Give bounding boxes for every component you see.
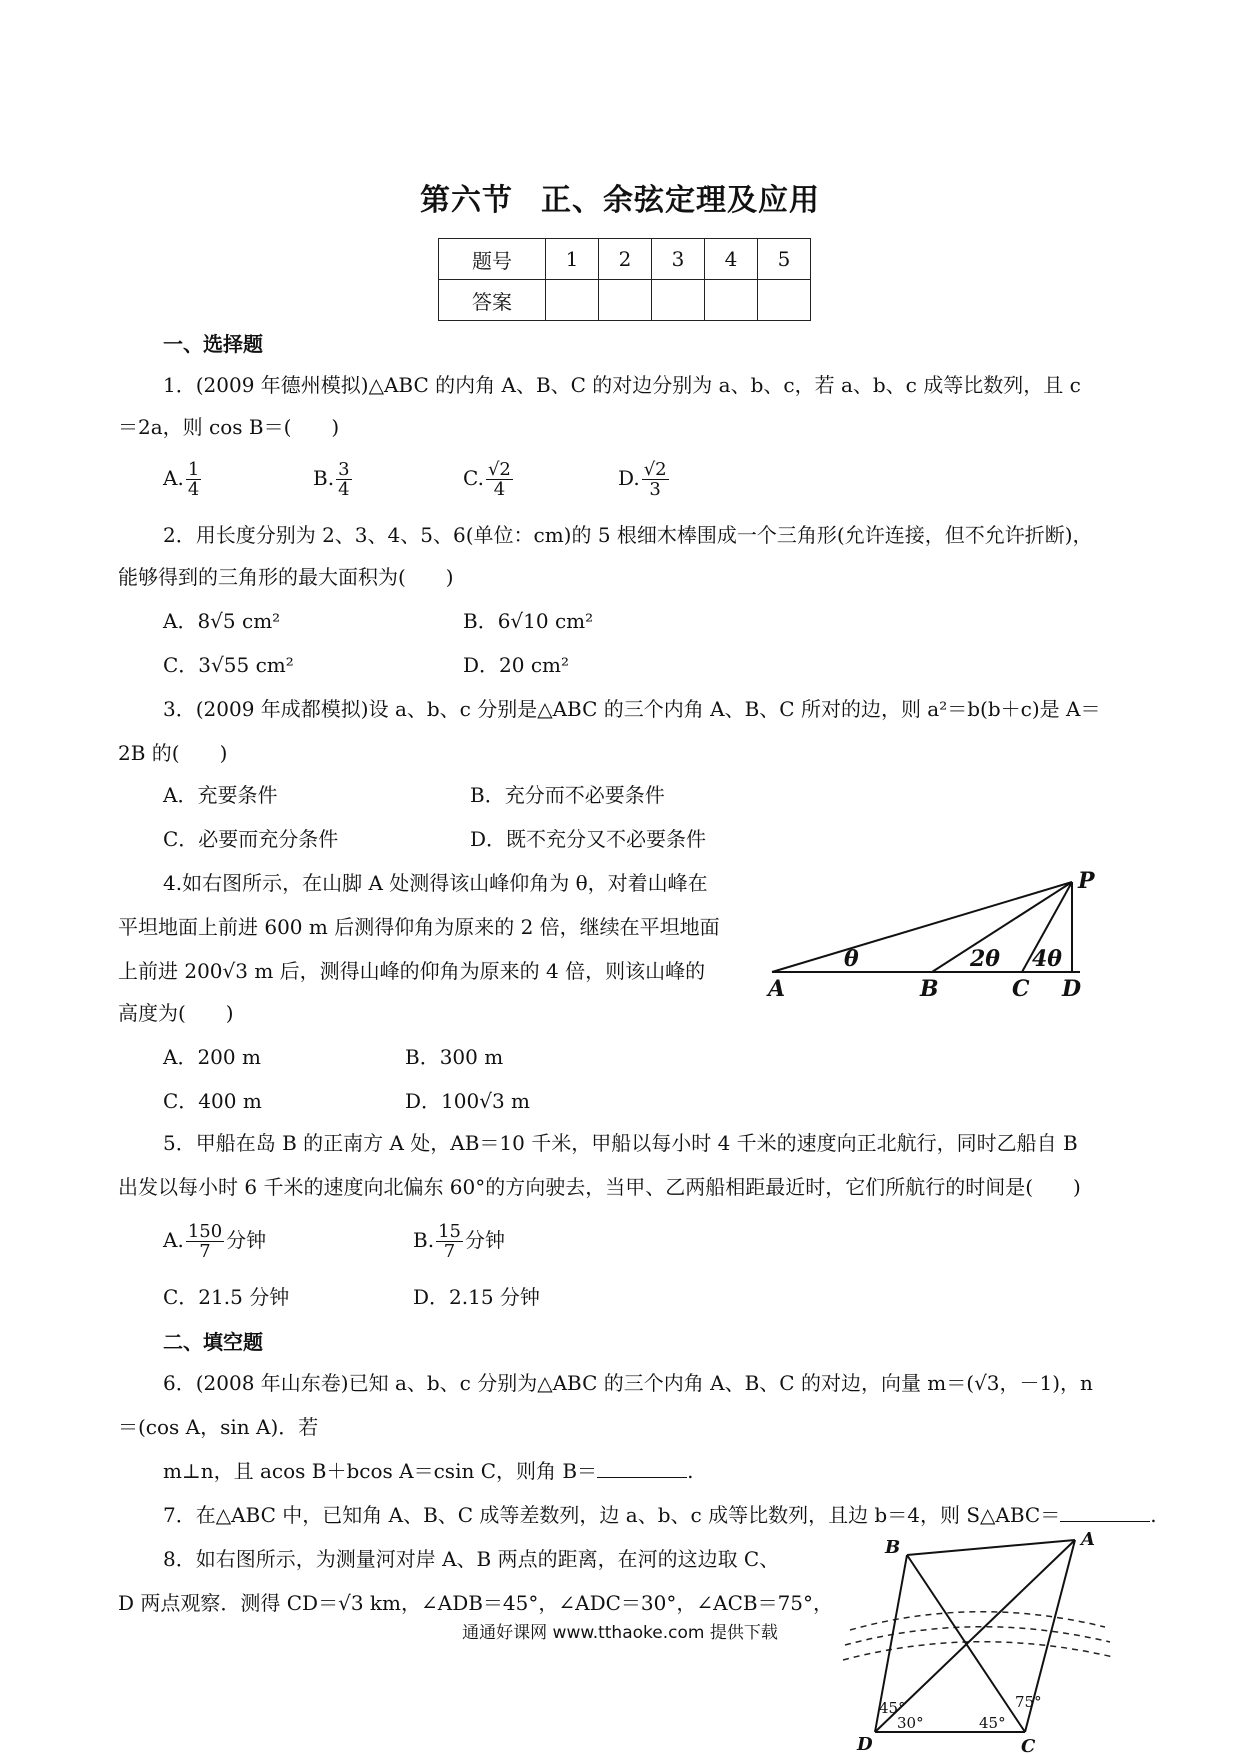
denominator: 7: [199, 1241, 211, 1262]
denominator: 7: [443, 1241, 456, 1262]
point-label-c: C: [1021, 1736, 1036, 1754]
numerator: 15: [438, 1221, 461, 1242]
q6-text: m⊥n，且 acos B＋bcos A＝csin C，则角 B＝: [163, 1459, 598, 1483]
answer-cell: [599, 280, 652, 321]
q5-option-a: [163, 1222, 266, 1261]
answer-cell: [546, 280, 599, 321]
page-title: [0, 175, 1240, 219]
mountain-figure: [760, 860, 1100, 1010]
point-label-d: D: [857, 1734, 873, 1754]
q2-text-line1: 2．用长度分别为 2、3、4、5、6(单位：cm)的 5 根细木棒围成一个三角形(允许连接，但不允许折断)，: [163, 523, 1093, 547]
fraction: [642, 460, 669, 499]
table-cell: 5: [758, 239, 811, 280]
denominator: 3: [649, 479, 661, 500]
footer-watermark: 通通好课网 www.tthaoke.com 提供下载: [462, 1623, 778, 1643]
point-label-b: B: [885, 1537, 901, 1558]
option-label: D.: [618, 466, 640, 490]
point-label-d: D: [1062, 976, 1082, 1002]
q3-text-line2: 2B 的( ): [118, 741, 228, 765]
q5-option-b: [413, 1222, 505, 1261]
answer-blank[interactable]: [597, 1459, 687, 1478]
q3-text-line1: 3．(2009 年成都模拟)设 a、b、c 分别是△ABC 的三个内角 A、B、C 所对的边，则 a²＝b(b＋c)是 A＝: [163, 697, 1101, 721]
q1-option-d: [618, 460, 671, 499]
option-label: A.: [163, 1228, 184, 1252]
answer-cell: [652, 280, 705, 321]
denominator: 4: [338, 479, 350, 500]
q4-option-a: A．200 m: [163, 1045, 261, 1069]
q1-option-c: [463, 460, 515, 499]
q3-option-d: D．既不充分又不必要条件: [470, 827, 707, 851]
unit: 分钟: [226, 1228, 267, 1252]
option-label: C.: [463, 466, 484, 490]
unit: 分钟: [464, 1228, 505, 1252]
option-label: A.: [163, 466, 184, 490]
section-heading-fill: 二、填空题: [163, 1330, 263, 1354]
q5-option-d: D．2.15 分钟: [413, 1285, 540, 1309]
q1-option-a: [163, 460, 203, 499]
q4-text-line4: 高度为( ): [118, 1001, 234, 1025]
answer-blank[interactable]: [1060, 1503, 1150, 1522]
q4-option-b: B．300 m: [405, 1045, 504, 1069]
angle-label: 45°: [879, 1699, 906, 1717]
q3-option-b: B．充分而不必要条件: [470, 783, 665, 807]
q1-text-line2: ＝2a，则 cos B＝( ): [118, 415, 340, 439]
option-label: B.: [413, 1228, 435, 1252]
point-label-b: B: [920, 976, 939, 1002]
denominator: 4: [187, 479, 200, 500]
angle-label: 75°: [1015, 1693, 1042, 1711]
angle-label-4theta: 4θ: [1032, 946, 1062, 972]
segment-ab: [907, 1540, 1075, 1555]
q2-option-a: A．8√5 cm²: [163, 609, 281, 633]
q3-option-c: C．必要而充分条件: [163, 827, 339, 851]
q8-text-line2: D 两点观察．测得 CD＝√3 km，∠ADB＝45°，∠ADC＝30°，∠ACB＝75°，: [118, 1591, 834, 1615]
answer-cell: [705, 280, 758, 321]
answer-table-header-row: [439, 239, 811, 280]
option-label: B.: [313, 466, 335, 490]
answer-table-answer-row: [439, 280, 811, 321]
q8-text-line1: 8．如右图所示，为测量河对岸 A、B 两点的距离，在河的这边取 C、: [163, 1547, 780, 1571]
fraction: [436, 1222, 463, 1261]
numerator: √2: [643, 459, 667, 480]
section-topic: 正、余弦定理及应用: [541, 183, 820, 218]
answer-table: [438, 238, 811, 321]
section-number: 第六节: [420, 183, 513, 218]
q7-text: 7．在△ABC 中，已知角 A、B、C 成等差数列，边 a、b、c 成等比数列，且边 b＝4，则 S△ABC＝: [163, 1503, 1061, 1527]
question-number-label: 题号: [439, 239, 546, 280]
answer-cell: [758, 280, 811, 321]
q4-option-c: C．400 m: [163, 1089, 262, 1113]
numerator: 1: [187, 459, 200, 480]
fraction: [186, 460, 201, 499]
angle-label: 30°: [897, 1714, 924, 1732]
numerator: 3: [338, 459, 350, 480]
q2-option-d: D．20 cm²: [463, 653, 570, 677]
q2-option-c: C．3√55 cm²: [163, 653, 294, 677]
point-label-a: A: [1081, 1529, 1095, 1550]
table-cell: 1: [546, 239, 599, 280]
q5-text-line2: 出发以每小时 6 千米的速度向北偏东 60°的方向驶去，当甲、乙两船相距最近时，它们所航行的时间是( ): [118, 1175, 1081, 1199]
q2-text-line2: 能够得到的三角形的最大面积为( ): [118, 565, 454, 589]
q1-option-b: [313, 460, 354, 499]
river-bank-line: [843, 1642, 1113, 1660]
section-heading-choice: 一、选择题: [163, 332, 263, 356]
q5-text-line1: 5．甲船在岛 B 的正南方 A 处，AB＝10 千米，甲船以每小时 4 千米的速度向正北航行，同时乙船自 B: [163, 1131, 1078, 1155]
q5-option-c: C．21.5 分钟: [163, 1285, 290, 1309]
table-cell: 3: [652, 239, 705, 280]
q4-text-line2: 平坦地面上前进 600 m 后测得仰角为原来的 2 倍，继续在平坦地面: [118, 915, 720, 939]
q6-text-line3: m⊥n，且 acos B＋bcos A＝csin C，则角 B＝ .: [163, 1459, 694, 1483]
table-cell: 2: [599, 239, 652, 280]
point-label-p: P: [1078, 868, 1095, 894]
q1-text-line1: 1．(2009 年德州模拟)△ABC 的内角 A、B、C 的对边分别为 a、b、c，若 a、b、c 成等比数列，且 c: [163, 373, 1081, 397]
sight-line-a: [772, 882, 1072, 972]
q6-text-line1: 6．(2008 年山东卷)已知 a、b、c 分别为△ABC 的三个内角 A、B、C 的对边，向量 m＝(√3，－1)，n: [163, 1371, 1093, 1395]
q4-text-line3: 上前进 200√3 m 后，测得山峰的仰角为原来的 4 倍，则该山峰的: [118, 959, 706, 983]
q4-option-d: D．100√3 m: [405, 1089, 530, 1113]
denominator: 4: [493, 479, 506, 500]
fraction: [336, 460, 351, 499]
q3-option-a: A．充要条件: [163, 783, 278, 807]
q2-option-b: B．6√10 cm²: [463, 609, 594, 633]
angle-label-theta: θ: [844, 946, 859, 972]
angle-label-2theta: 2θ: [970, 946, 1000, 972]
fraction: [486, 460, 513, 499]
q7-text-line1: 7．在△ABC 中，已知角 A、B、C 成等差数列，边 a、b、c 成等比数列，且边 b＝4，则 S△ABC＝ .: [163, 1503, 1157, 1527]
numerator: √2: [487, 459, 511, 480]
q6-text-line2: ＝(cos A，sin A)．若: [118, 1415, 319, 1439]
q4-text-line1: 4.如右图所示，在山脚 A 处测得该山峰仰角为 θ，对着山峰在: [163, 871, 708, 895]
point-label-c: C: [1012, 976, 1030, 1002]
point-label-a: A: [768, 976, 786, 1002]
answer-label: 答案: [439, 280, 546, 321]
segment-bc: [907, 1555, 1025, 1732]
table-cell: 4: [705, 239, 758, 280]
numerator: 150: [187, 1221, 223, 1242]
angle-label: 45°: [979, 1714, 1006, 1732]
fraction: [186, 1222, 224, 1261]
